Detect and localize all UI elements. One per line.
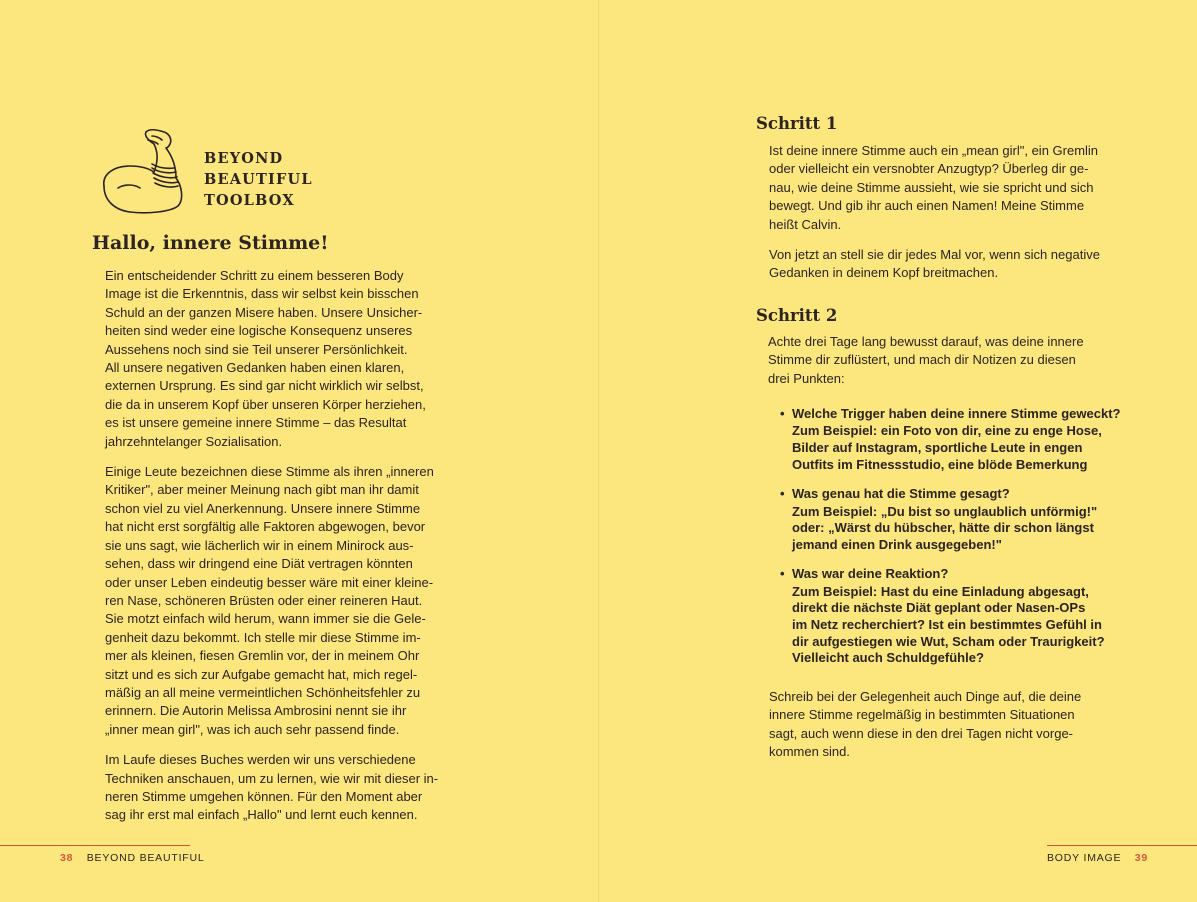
text-line: Im Laufe dieses Buches werden wir uns verschiedene xyxy=(105,752,416,768)
text-line: Bilder auf Instagram, sportliche Leute in engen xyxy=(792,440,1083,455)
page-number: 38 xyxy=(60,852,74,864)
text-line: oder: „Wärst du hübscher, hätte dir schon längst xyxy=(792,520,1094,536)
step-2-intro xyxy=(768,333,1128,388)
toolbox-label xyxy=(204,148,313,211)
text-line: innere Stimme regelmäßig in bestimmten Situationen xyxy=(769,707,1075,723)
running-title: BEYOND BEAUTIFUL xyxy=(86,852,205,864)
text-line: Ein entscheidender Schritt zu einem besseren Body xyxy=(105,268,404,283)
text-line: Was genau hat die Stimme gesagt? xyxy=(792,486,1010,502)
bullet-item xyxy=(769,405,1139,473)
paragraph xyxy=(105,463,445,739)
text-line: Einige Leute bezeichnen diese Stimme als ihren „inneren xyxy=(105,464,434,480)
text-line: Sie motzt einfach wild herum, wann immer sie die Gele- xyxy=(105,611,426,627)
text-line: drei Punkten: xyxy=(768,370,845,386)
running-title: BODY IMAGE xyxy=(1047,852,1122,864)
text-line: mäßig an all meine vermeintlichen Schönheitsfehler zu xyxy=(105,684,421,700)
paragraph xyxy=(769,142,1129,234)
text-line: sagt, auch wenn diese in den drei Tagen nicht vorge- xyxy=(769,725,1074,741)
text-line: Ist deine innere Stimme auch ein „mean girl", ein Gremlin xyxy=(769,143,1099,158)
text-line: All unsere negativen Gedanken haben einen klaren, xyxy=(105,360,405,376)
paragraph xyxy=(769,688,1129,762)
text-line: Zum Beispiel: Hast du eine Einladung abgesagt, xyxy=(792,583,1089,599)
text-line: jahrzehntelanger Sozialisation. xyxy=(105,433,283,449)
text-line: genheit dazu bekommt. Ich stelle mir diese Stimme im- xyxy=(105,629,421,645)
text-line: Schuld an der ganzen Misere haben. Unsere Unsicher- xyxy=(105,304,423,320)
text-line: Aussehens noch sind sie Teil unserer Persönlichkeit. xyxy=(105,341,408,357)
text-line: direkt die nächste Diät geplant oder Nasen-OPs xyxy=(792,600,1086,616)
footer-right xyxy=(1047,852,1148,864)
paragraph xyxy=(768,333,1128,388)
text-line: oder unser Leben eindeutig besser wäre mit einer kleine- xyxy=(105,574,434,590)
section-title: Hallo, innere Stimme! xyxy=(92,232,329,254)
text-line: Welche Trigger haben deine innere Stimme geweckt? xyxy=(792,406,1121,421)
text-line: Schreib bei der Gelegenheit auch Dinge auf, die deine xyxy=(769,689,1082,704)
text-line: hat nicht erst sorgfältig alle Faktoren abgewogen, bevor xyxy=(105,519,426,535)
text-line: kommen sind. xyxy=(769,744,850,760)
text-line: heißt Calvin. xyxy=(769,216,842,232)
text-line: „inner mean girl", was ich auch sehr passend finde. xyxy=(105,721,400,737)
bullet-item xyxy=(769,565,1139,666)
text-line: neren Stimme umgehen können. Für den Moment aber xyxy=(105,788,423,804)
step-2-heading: Schritt 2 xyxy=(756,306,838,325)
text-line: sie uns sagt, wie lächerlich wir in einem Minirock aus- xyxy=(105,537,414,553)
text-line: oder vielleicht ein versnobter Anzugtyp? Überleg dir ge- xyxy=(769,161,1089,177)
step-1-text xyxy=(769,142,1129,283)
text-line: heiten sind weder eine logische Konsequenz unseres xyxy=(105,323,413,339)
step-2-outro xyxy=(769,688,1129,762)
text-line: mer als kleinen, fiesen Gremlin vor, der in meinem Ohr xyxy=(105,648,420,664)
bullet-icon: • xyxy=(780,486,785,502)
text-line: es ist unsere gemeine innere Stimme – das Resultat xyxy=(105,415,407,431)
bullet-item xyxy=(769,485,1139,553)
step-1-heading: Schritt 1 xyxy=(756,114,838,133)
text-line: die da in unserem Kopf über unseren Körper herziehen, xyxy=(105,396,426,412)
text-line: Techniken anschauen, um zu lernen, wie wir mit dieser in- xyxy=(105,770,439,786)
bullet-icon: • xyxy=(780,566,785,582)
text-line: Von jetzt an stell sie dir jedes Mal vor, wenn sich negative xyxy=(769,247,1100,263)
left-page xyxy=(0,0,598,902)
footer-rule xyxy=(0,845,190,846)
left-body-text xyxy=(105,267,445,825)
text-line: Was war deine Reaktion? xyxy=(792,566,949,582)
text-line: Vielleicht auch Schuldgefühle? xyxy=(792,650,984,666)
toolbox-badge xyxy=(100,126,320,216)
text-line: sitzt und es sich zur Aufgabe gemacht hat, mich regel- xyxy=(105,666,418,682)
footer-rule xyxy=(1047,845,1197,846)
text-line: erinnern. Die Autorin Melissa Ambrosini nennt sie ihr xyxy=(105,703,407,719)
text-line: Achte drei Tage lang bewusst darauf, was deine innere xyxy=(768,334,1084,349)
text-line: Kritiker", aber meiner Meinung nach gibt man ihr damit xyxy=(105,482,419,498)
text-line: sag ihr erst mal einfach „Hallo" und lernt euch kennen. xyxy=(105,807,418,823)
text-line: Zum Beispiel: ein Foto von dir, eine zu enge Hose, xyxy=(792,423,1102,439)
bullet-icon: • xyxy=(780,406,785,421)
text-line: im Netz recherchiert? Ist ein bestimmtes Gefühl in xyxy=(792,616,1102,632)
text-line: ren Nase, schöneren Brüsten oder einer reineren Haut. xyxy=(105,592,423,608)
toolbox-line: TOOLBOX xyxy=(204,192,295,209)
page-number: 39 xyxy=(1134,852,1149,864)
paragraph xyxy=(105,267,445,451)
text-line: jemand einen Drink ausgegeben!" xyxy=(792,536,1002,552)
toolbox-line: BEAUTIFUL xyxy=(204,171,313,188)
footer-left xyxy=(60,852,205,864)
text-line: Gedanken in deinem Kopf breitmachen. xyxy=(769,265,999,281)
toolbox-line: BEYOND xyxy=(204,150,284,167)
text-line: dir aufgestiegen wie Wut, Scham oder Traurigkeit? xyxy=(792,633,1105,649)
text-line: sehen, dass wir dringend eine Diät vertragen könnten xyxy=(105,556,413,572)
text-line: Image ist die Erkenntnis, dass wir selbst kein bisschen xyxy=(105,286,419,302)
right-page xyxy=(599,0,1197,902)
text-line: schon viel zu viel Anerkennung. Unsere innere Stimme xyxy=(105,500,421,516)
text-line: Stimme dir zuflüstert, und mach dir Notizen zu diesen xyxy=(768,352,1076,368)
text-line: externen Ursprung. Es sind gar nicht wirklich wir selbst, xyxy=(105,378,424,394)
text-line: Zum Beispiel: „Du bist so unglaublich unförmig!" xyxy=(792,503,1098,519)
flexed-arm-icon xyxy=(100,126,190,216)
paragraph xyxy=(769,246,1129,283)
paragraph xyxy=(105,751,445,825)
text-line: Outfits im Fitnessstudio, eine blöde Bemerkung xyxy=(792,456,1088,472)
text-line: bewegt. Und gib ihr auch einen Namen! Meine Stimme xyxy=(769,198,1085,214)
text-line: nau, wie deine Stimme aussieht, wie sie spricht und sich xyxy=(769,179,1094,195)
step-2-bullets xyxy=(769,405,1139,667)
